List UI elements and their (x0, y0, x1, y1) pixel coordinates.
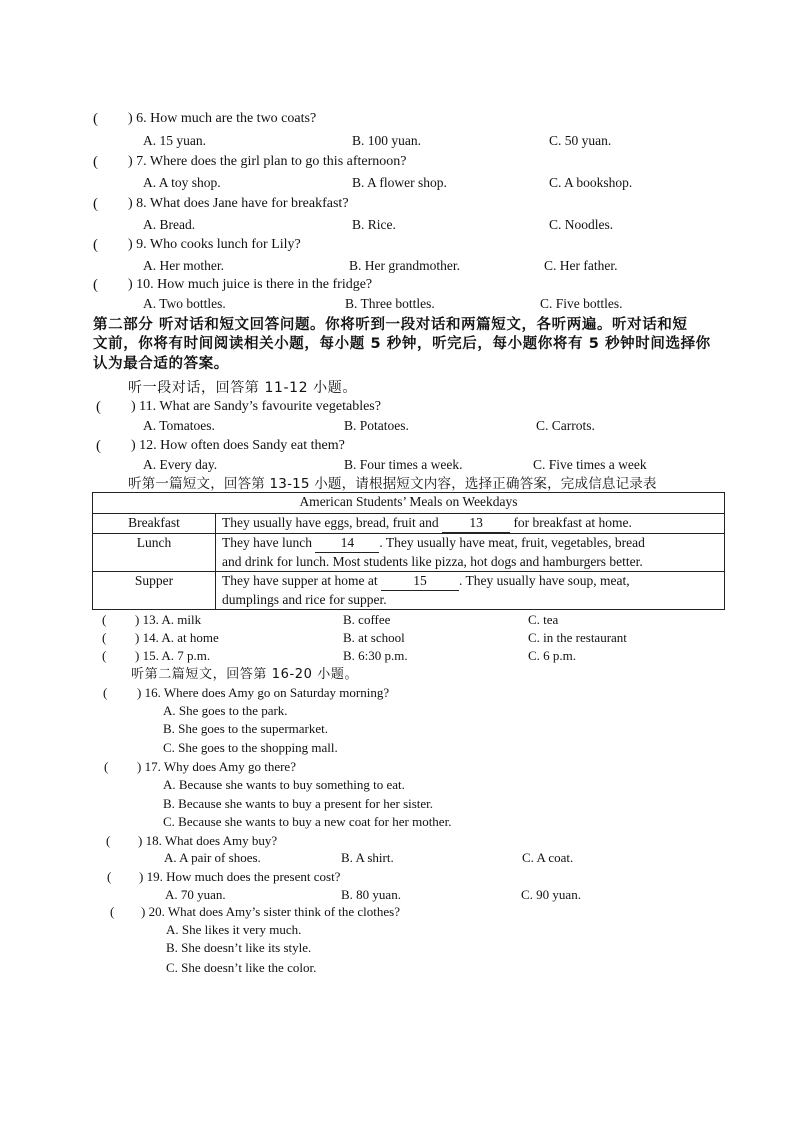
option-a: A. She likes it very much. (166, 922, 302, 937)
part2-instructions-line2: 文前，你将有时间阅读相关小题，每小题 5 秒钟，听完后，每小题你将有 5 秒钟时间选择你 (93, 336, 711, 352)
option-b: B. 100 yuan. (352, 133, 421, 148)
option-b: B. 80 yuan. (341, 887, 401, 902)
option-b: B. 6:30 p.m. (343, 648, 408, 663)
table-row (93, 572, 725, 610)
question-stem: ) 19. How much does the present cost? (139, 869, 341, 884)
passage1-heading: 听第一篇短文，回答第 13-15 小题，请根据短文内容，选择正确答案，完成信息记录表 (128, 476, 657, 492)
option-c: C. Because she wants to buy a new coat for her mother. (163, 814, 452, 829)
answer-paren[interactable]: ( (102, 648, 107, 663)
option-b: B. Three bottles. (345, 296, 435, 311)
question-stem: ) 16. Where does Amy go on Saturday morning? (137, 685, 390, 700)
meal-text: dumplings and rice for supper. (222, 592, 387, 607)
option-b: B. Four times a week. (344, 457, 463, 472)
option-b: B. She doesn’t like its style. (166, 940, 312, 955)
option-b: B. She goes to the supermarket. (163, 721, 328, 736)
question-stem: ) 12. How often does Sandy eat them? (131, 438, 345, 453)
option-c: C. Five times a week (533, 457, 647, 472)
option-a: A. Tomatoes. (143, 418, 215, 433)
question-stem: ) 14. A. at home (135, 630, 219, 645)
question-stem: ) 10. How much juice is there in the fridge? (128, 277, 373, 292)
option-c: C. A coat. (522, 850, 574, 865)
meal-text: They have lunch (222, 535, 312, 550)
table-title-row (93, 493, 725, 514)
meal-text: for breakfast at home. (513, 515, 632, 530)
answer-paren[interactable]: ( (93, 237, 98, 253)
meal-name: Breakfast (93, 514, 216, 534)
option-c: C. Carrots. (536, 418, 595, 433)
option-c: C. She doesn’t like the color. (166, 960, 317, 975)
option-a: A. Two bottles. (143, 296, 226, 311)
fill-blank[interactable]: 15 (381, 572, 459, 591)
answer-paren[interactable]: ( (107, 869, 112, 884)
meal-description (216, 572, 725, 610)
meal-description (216, 534, 725, 572)
question-stem: ) 6. How much are the two coats? (128, 111, 317, 126)
option-a: A. Because she wants to buy something to eat. (163, 777, 405, 792)
answer-paren[interactable]: ( (102, 612, 107, 627)
option-c: C. 90 yuan. (521, 887, 581, 902)
table-title: American Students’ Meals on Weekdays (93, 493, 725, 514)
table-row (93, 514, 725, 534)
question-stem: ) 9. Who cooks lunch for Lily? (128, 237, 301, 252)
option-b: B. A flower shop. (352, 175, 447, 190)
option-a: A. 70 yuan. (165, 887, 226, 902)
meal-text: . They usually have soup, meat, (458, 573, 630, 588)
option-a: A. Bread. (143, 217, 196, 232)
option-a: A. A pair of shoes. (164, 850, 261, 865)
option-a: A. She goes to the park. (163, 703, 288, 718)
meal-text: They have supper at home at (222, 573, 378, 588)
meal-text: . They usually have meat, fruit, vegetables, bread (379, 535, 645, 550)
option-c: C. Five bottles. (540, 296, 623, 311)
question-stem: ) 11. What are Sandy’s favourite vegetables? (131, 399, 381, 414)
option-b: B. Her grandmother. (349, 258, 460, 273)
answer-paren[interactable]: ( (103, 685, 108, 700)
answer-paren[interactable]: ( (93, 196, 98, 212)
option-b: B. Because she wants to buy a present for her sister. (163, 796, 434, 811)
table-row (93, 534, 725, 572)
meal-description (216, 514, 725, 534)
option-a: A. Every day. (143, 457, 218, 472)
question-stem: ) 7. Where does the girl plan to go this afternoon? (128, 154, 407, 169)
answer-paren[interactable]: ( (104, 759, 109, 774)
answer-paren[interactable]: ( (93, 154, 98, 170)
option-c: C. Noodles. (549, 217, 614, 232)
meal-name: Lunch (93, 534, 216, 572)
option-b: B. A shirt. (341, 850, 394, 865)
question-stem: ) 8. What does Jane have for breakfast? (128, 196, 349, 211)
option-b: B. Rice. (352, 217, 396, 232)
dialogue-heading: 听一段对话，回答第 11-12 小题。 (128, 380, 357, 396)
meal-name: Supper (93, 572, 216, 610)
option-c: C. tea (528, 612, 559, 627)
option-c: C. A bookshop. (549, 175, 633, 190)
option-c: C. 6 p.m. (528, 648, 577, 663)
meal-text: and drink for lunch. Most students like pizza, hot dogs and hamburgers better. (222, 554, 643, 569)
option-c: C. Her father. (544, 258, 618, 273)
option-c: C. in the restaurant (528, 630, 627, 645)
answer-paren[interactable]: ( (93, 111, 98, 127)
option-a: A. 15 yuan. (143, 133, 206, 148)
option-c: C. 50 yuan. (549, 133, 612, 148)
meal-text: They usually have eggs, bread, fruit and (222, 515, 439, 530)
part2-instructions-line1: 第二部分 听对话和短文回答问题。你将听到一段对话和两篇短文，各听两遍。听对话和短 (93, 317, 688, 333)
answer-paren[interactable]: ( (110, 904, 115, 919)
question-stem: ) 20. What does Amy’s sister think of the clothes? (141, 904, 400, 919)
part2-instructions-line3: 认为最合适的答案。 (93, 356, 229, 372)
option-b: B. at school (343, 630, 405, 645)
answer-paren[interactable]: ( (96, 399, 101, 415)
question-stem: ) 18. What does Amy buy? (138, 833, 278, 848)
meals-table (92, 492, 725, 610)
answer-paren[interactable]: ( (106, 833, 111, 848)
option-a: A. Her mother. (143, 258, 224, 273)
answer-paren[interactable]: ( (102, 630, 107, 645)
option-a: A. A toy shop. (143, 175, 221, 190)
option-b: B. coffee (343, 612, 391, 627)
fill-blank[interactable]: 13 (442, 514, 510, 533)
option-b: B. Potatoes. (344, 418, 409, 433)
question-stem: ) 13. A. milk (135, 612, 202, 627)
answer-paren[interactable]: ( (96, 438, 101, 454)
question-stem: ) 15. A. 7 p.m. (135, 648, 211, 663)
passage2-heading: 听第二篇短文，回答第 16-20 小题。 (131, 667, 359, 682)
answer-paren[interactable]: ( (93, 277, 98, 293)
option-c: C. She goes to the shopping mall. (163, 740, 338, 755)
fill-blank[interactable]: 14 (315, 534, 379, 553)
question-stem: ) 17. Why does Amy go there? (137, 759, 296, 774)
